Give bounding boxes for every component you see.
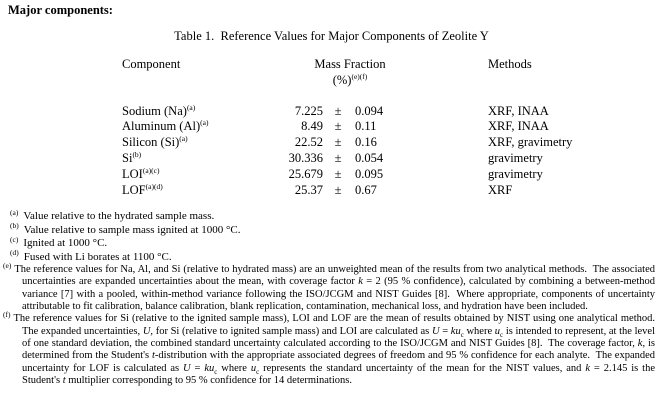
component-name: Si (122, 150, 133, 165)
plus-minus-sign: ± (334, 135, 342, 150)
column-header-component: Component (122, 57, 181, 71)
component-name: LOI (122, 166, 143, 181)
table-spacer (122, 89, 655, 104)
footnote-ref: (a)(d) (145, 181, 163, 191)
footnote-ref: (b) (132, 149, 142, 159)
value-cell: 8.49 (301, 119, 323, 134)
footnote-ref: (a)(c) (142, 165, 160, 175)
component-cell (122, 167, 248, 183)
footnote-text: Fused with Li borates at 1100 °C. (23, 250, 172, 263)
footnotes-short (8, 207, 655, 264)
footnote-marker: (c) (10, 234, 19, 244)
component-cell (122, 151, 248, 167)
footnote-ref: (a) (179, 134, 188, 144)
plus-minus-sign: ± (334, 182, 342, 197)
footnote-marker: (f) (3, 309, 11, 319)
footnote-text: Value relative to the hydrated sample mass. (23, 210, 215, 223)
header-filler (488, 73, 655, 89)
uncertainty-cell: 0.095 (355, 166, 384, 181)
value-cell: 25.679 (288, 166, 323, 181)
table-grid (122, 57, 655, 198)
reference-table (122, 57, 655, 198)
value-cell: 25.37 (294, 182, 323, 197)
footnote-ref: (a) (186, 102, 196, 112)
footnote-text: Value relative to sample mass ignited at 1000 °C. (23, 223, 241, 236)
footnote-ref: (a) (200, 118, 209, 128)
footnote-marker: (b) (10, 221, 19, 231)
footnote-marker: (d) (10, 247, 19, 257)
plus-minus-sign: ± (334, 119, 342, 134)
footnote-marker: (e) (3, 260, 12, 270)
methods-cell: XRF (488, 182, 513, 197)
footnote-text: The reference values for Si (relative to the ignited sample mass), LOI and LOF are the mean of results obtained by NIST using one analytical method. The expanded uncertainties, U, for Si (relative to ignited sample mass) and LOI are calculated as $U = ku_c$ where $u_c$ is intended to represent, at the level of one standard deviation, the combined standard uncertainty calculated according to the ISO/JCGM and NIST Guides [8]. The coverage factor, k, is determined from the Student's t-distribution with the appropriate associated degrees of freedom and 95 % confidence for each analyte. The expanded uncertainty for LOF is calculated as $U = ku_c$ where $u_c$ represents the standard uncertainty of the mean for the NIST values, and k = 2.145 is the Student's t multiplier corresponding to 95 % confidence for 14 determinations. (13, 313, 661, 387)
methods-cell: XRF, INAA (488, 103, 549, 118)
component-name: LOF (122, 182, 146, 197)
component-cell (122, 135, 248, 151)
plus-minus-sign: ± (334, 103, 342, 118)
component-cell (122, 119, 248, 135)
column-header-mass-fraction: Mass Fraction (314, 57, 386, 71)
uncertainty-cell: 0.11 (355, 119, 377, 134)
table-title: Table 1. Reference Values for Major Components of Zeolite Y (174, 29, 489, 43)
component-cell (122, 183, 248, 199)
footnote-f (3, 309, 661, 387)
footnote-text: Ignited at 1000 °C. (23, 237, 108, 250)
footnote-a (10, 207, 655, 223)
column-header-methods: Methods (488, 57, 532, 71)
methods-cell: XRF, gravimetry (488, 135, 573, 150)
footnote-marker: (a) (10, 207, 19, 217)
value-cell: 30.336 (288, 150, 323, 165)
methods-cell: gravimetry (488, 166, 543, 181)
plus-minus-sign: ± (334, 166, 342, 181)
section-heading: Major components: (8, 3, 113, 17)
footnote-b (10, 221, 655, 237)
component-name: Sodium (Na) (122, 103, 187, 118)
component-name: Aluminum (Al) (122, 119, 201, 134)
value-cell: 22.52 (294, 135, 323, 150)
footnote-e (3, 260, 658, 313)
uncertainty-cell: 0.094 (355, 103, 384, 118)
uncertainty-cell: 0.16 (355, 135, 377, 150)
unit-label: (%) (332, 72, 352, 87)
footnote-c (10, 234, 655, 250)
value-cell: 7.225 (294, 103, 323, 118)
methods-cell: gravimetry (488, 150, 543, 165)
uncertainty-cell: 0.67 (355, 182, 377, 197)
methods-cell: XRF, INAA (488, 119, 549, 134)
footnote-ref-unit: (e)(f) (351, 71, 368, 81)
component-cell (122, 104, 248, 120)
plus-minus-sign: ± (334, 150, 342, 165)
footnote-d (10, 247, 655, 264)
header-filler (122, 73, 248, 89)
footnote-text: The reference values for Na, Al, and Si (relative to hydrated mass) are an unweighted mean of the results from two analytical methods. The associated uncertainties are expanded uncertainties about the mean, with coverage factor k = 2 (95 % confidence), calculated by combining a between-method variance [7] with a pooled, within-method variance following the ISO/JCGM and NIST Guides [8]. Where appropriate, components of uncertainty attributable to fit calibration, balance calibration, blank replication, contamination, mechanical loss, and hydration have been included. (14, 264, 658, 313)
uncertainty-cell: 0.054 (355, 150, 384, 165)
column-header-unit (248, 73, 488, 89)
component-name: Silicon (Si) (122, 135, 180, 150)
